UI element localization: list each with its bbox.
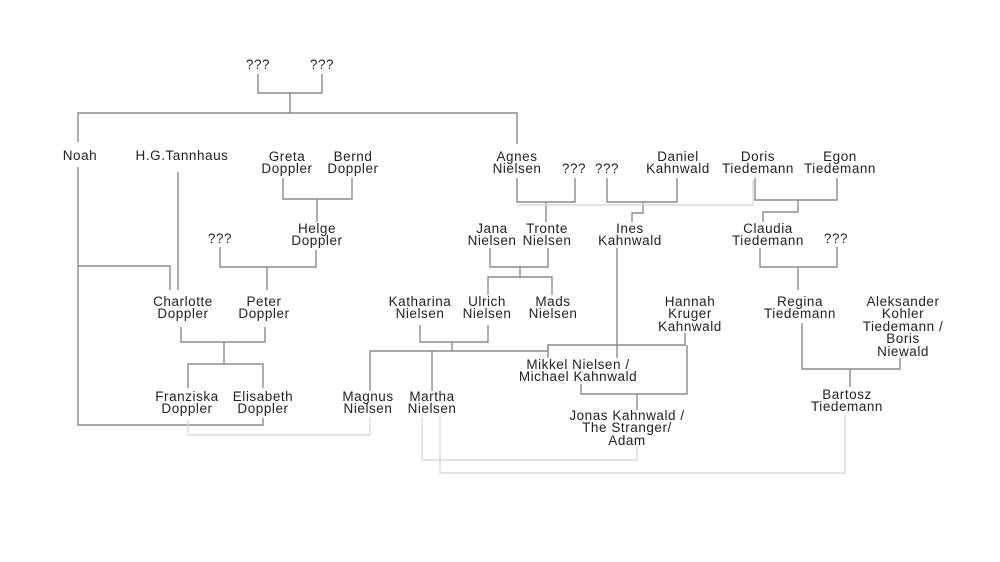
edge-unknown-couple-bar [258,74,322,93]
person-mads-nielsen [529,296,578,321]
person-name-line: Nielsen [462,306,512,322]
person-name-line: Doppler [157,306,209,322]
edge-franziska-magnus-line [188,417,370,435]
person-martha-nielsen [408,391,457,416]
person-helge-doppler [291,223,342,248]
person-name-line: Martha [409,389,455,404]
person-name-line: Franziska [155,389,219,404]
person-name-line: Nielsen [343,401,393,417]
person-ulrich-nielsen [463,296,512,321]
person-name-line: Tiedemann [804,161,876,177]
person-greta-doppler [261,151,312,176]
person-name-line: Kruger [668,306,712,322]
edge-agnes-doris-line [517,180,753,205]
person-hannah-kruger-kahnwald [658,296,722,333]
person-aleksander-kohler [863,296,944,358]
edge-katharina-ulrich-bar [420,325,488,342]
person-name-line: The Stranger/ [582,420,672,436]
person-name-line: ??? [594,161,620,176]
edge-greta-bernd-bar [283,178,352,199]
person-name-line: Doppler [161,401,213,417]
edge-franziska-elisabeth-bar [188,364,263,388]
person-claudia-tiedemann [732,223,804,248]
person-name-line: Helge [297,221,337,236]
person-name-line: Tiedemann [764,306,836,322]
edge-charlotte-peter-bar [181,327,265,342]
person-name-line: Nielsen [407,401,457,417]
person-name-line: H.G.Tannhaus [135,148,229,163]
person-name-line: Tiedemann [722,161,794,177]
person-katharina-nielsen [389,296,452,321]
person-name-line: Michael Kahnwald [518,369,638,385]
person-name-line: Boris [886,331,920,347]
person-name-line: Kahnwald [646,161,710,177]
person-name-line: Tiedemann / [862,318,944,334]
person-name-line: Jana [476,221,508,236]
person-name-line: Doppler [327,161,379,177]
person-name-line: Nielsen [467,233,517,249]
person-name-line: Doppler [237,401,289,417]
person-name-line: Nielsen [528,306,578,322]
person-name-line: ??? [561,161,587,176]
person-name-line: Adam [608,432,646,448]
person-name-line: Kahnwald [658,318,722,334]
person-name-line: Tiedemann [811,399,883,415]
person-name-line: Doppler [291,233,343,249]
person-tronte-nielsen [523,223,572,248]
person-franziska-doppler [155,391,218,416]
person-name-line: Agnes [496,149,538,164]
person-mikkel-michael [519,359,637,384]
person-name-line: Doppler [261,161,313,177]
person-agnes-nielsen [493,151,542,176]
person-name-line: Noah [62,148,98,163]
person-egon-tiedemann [804,151,876,176]
edge-jana-tronte-bar [490,248,548,267]
person-name-line: Charlotte [153,294,213,309]
person-name-line: Ulrich [468,294,506,309]
person-doris-tiedemann [722,151,794,176]
person-daniel-kahnwald [646,151,710,176]
person-unknown-daniel-partner [595,163,619,175]
edge-ulrich-mads-bar [488,277,552,295]
person-ines-kahnwald [598,223,662,248]
person-name-line: Doppler [238,306,290,322]
person-name-line: Regina [776,294,824,309]
person-bartosz-tiedemann [811,389,883,414]
person-jana-nielsen [468,223,517,248]
person-name-line: Daniel [657,149,699,164]
edge-branch-to-charlotte [78,266,170,290]
edge-claudia-unknown-bar [760,247,837,267]
person-name-line: Bernd [333,149,373,164]
person-name-line: Nielsen [395,306,445,322]
person-name-line: ??? [245,57,271,72]
person-name-line: Peter [246,294,282,309]
person-name-line: Hannah [664,294,716,309]
person-unknown-agnes-partner [562,163,586,175]
edge-drop-to-claudia [763,200,798,222]
person-noah [63,150,97,162]
person-name-line: Mads [535,294,571,309]
edge-unknown-daniel-bar [607,178,677,202]
person-name-line: Aleksander [866,294,940,309]
person-magnus-nielsen [342,391,393,416]
person-name-line: Egon [823,149,857,164]
person-name-line: ??? [823,231,849,246]
person-name-line: Doris [740,149,776,164]
edge-doris-egon-bar [755,178,837,200]
person-unknown-top-2 [310,59,334,71]
person-jonas-kahnwald [569,410,684,447]
person-name-line: Kohler [881,306,925,322]
person-hg-tannhaus [136,150,229,162]
person-name-line: Greta [268,149,306,164]
person-name-line: Nielsen [492,161,542,177]
person-name-line: ??? [309,57,335,72]
person-name-line: Bartosz [822,387,872,402]
person-name-line: Tiedemann [732,233,804,249]
person-name-line: Magnus [342,389,394,404]
person-name-line: ??? [207,231,233,246]
person-name-line: Kahnwald [598,233,662,249]
edge-unknown-helge-bar [220,247,316,267]
person-name-line: Ines [616,221,644,236]
person-unknown-claudia-partner [824,233,848,245]
person-charlotte-doppler [153,296,213,321]
person-regina-tiedemann [764,296,836,321]
person-name-line: Nielsen [522,233,572,249]
person-name-line: Tronte [526,221,568,236]
person-name-line: Katharina [388,294,452,309]
person-unknown-top-1 [246,59,270,71]
person-peter-doppler [238,296,289,321]
person-name-line: Mikkel Nielsen / [526,357,630,372]
person-bernd-doppler [327,151,378,176]
person-unknown-helge-partner [208,233,232,245]
person-elisabeth-doppler [233,391,294,416]
person-name-line: Elisabeth [232,389,294,404]
person-name-line: Jonas Kahnwald / [569,408,685,423]
person-name-line: Niewald [877,343,929,359]
person-name-line: Claudia [743,221,793,236]
edge-agnes-unknown-bar [517,178,575,202]
edge-noah-agnes-sibling-bar [78,113,517,144]
